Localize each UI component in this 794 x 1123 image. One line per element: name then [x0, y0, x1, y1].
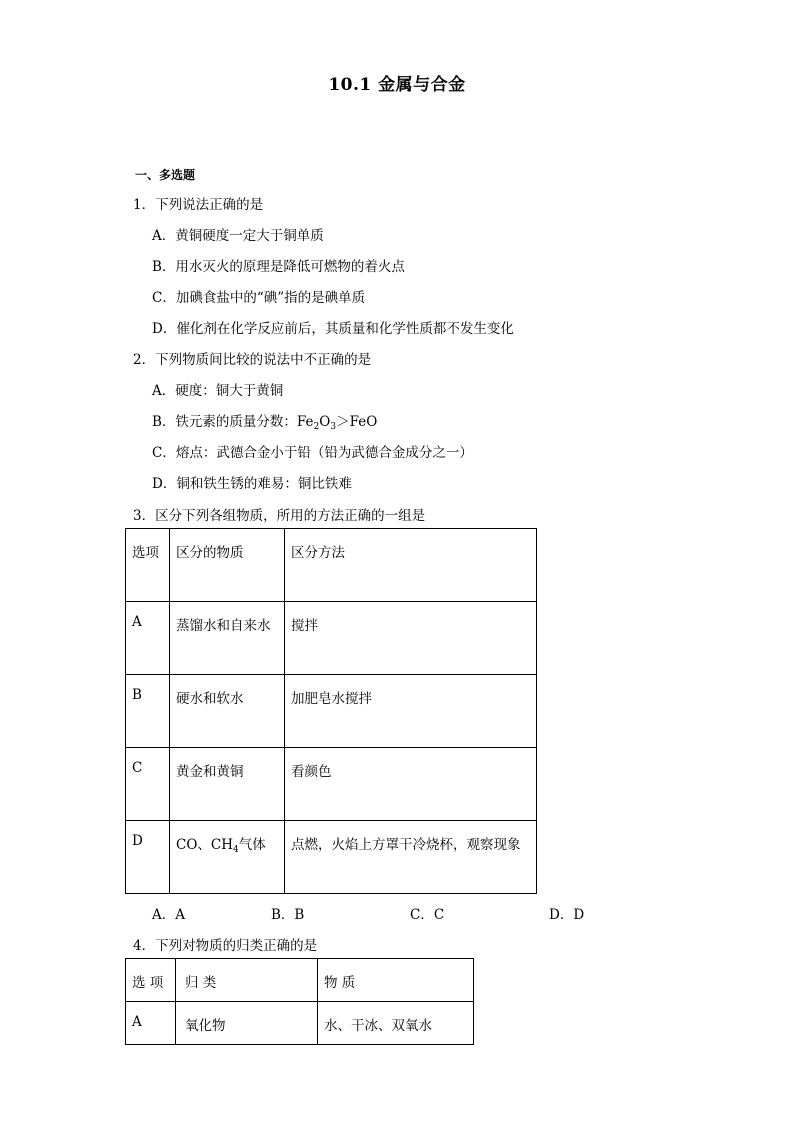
option-b-mid: O [319, 414, 331, 430]
substance-suffix: 气体 [238, 837, 266, 853]
table-cell: C [126, 748, 170, 821]
question-2-option-d: D．铜和铁生锈的难易：铜比铁难 [152, 476, 352, 492]
table-row [126, 1002, 474, 1045]
table-cell: 硬水和软水 [170, 675, 285, 748]
table-cell: 氧化物 [176, 1002, 318, 1045]
question-1-option-c: C．加碘食盐中的“碘”指的是碘单质 [152, 290, 366, 306]
header-cell: 归 类 [176, 959, 318, 1002]
subscript: 3 [330, 422, 337, 432]
question-4-table [125, 958, 474, 1045]
header-cell: 选项 [126, 529, 170, 602]
question-3-answer-c: C．C [410, 907, 445, 923]
question-1-option-a: A．黄铜硬度一定大于铜单质 [152, 228, 324, 244]
question-1-option-b: B．用水灭火的原理是降低可燃物的着火点 [152, 259, 405, 275]
table-cell: 水、干冰、双氧水 [318, 1002, 474, 1045]
question-2-option-a: A．硬度：铜大于黄铜 [152, 383, 284, 399]
question-2-option-c: C．熔点：武德合金小于铅（铅为武德合金成分之一） [152, 445, 473, 461]
header-cell: 选 项 [126, 959, 176, 1002]
table-header-row [126, 959, 474, 1002]
table-cell: 看颜色 [285, 748, 537, 821]
header-cell: 物 质 [318, 959, 474, 1002]
table-row [126, 602, 537, 675]
table-cell: A [126, 1002, 176, 1045]
question-3-answer-b: B．B [271, 907, 305, 923]
table-cell: B [126, 675, 170, 748]
question-3-answer-a: A．A [152, 907, 185, 923]
table-cell: 加肥皂水搅拌 [285, 675, 537, 748]
page-title: 10.1 金属与合金 [328, 75, 466, 95]
subscript: 2 [313, 422, 320, 432]
table-cell: 搅拌 [285, 602, 537, 675]
option-b-suffix: ＞FeO [336, 414, 378, 430]
header-cell: 区分的物质 [170, 529, 285, 602]
question-3-stem: 3．区分下列各组物质，所用的方法正确的一组是 [133, 508, 426, 524]
table-row [126, 748, 537, 821]
header-cell: 区分方法 [285, 529, 537, 602]
table-row [126, 821, 537, 894]
section-heading: 一、多选题 [135, 168, 196, 182]
table-header-row [126, 529, 537, 602]
question-3-answer-d: D．D [549, 907, 585, 923]
table-row [126, 675, 537, 748]
question-4-stem: 4．下列对物质的归类正确的是 [133, 938, 318, 954]
table-cell: 蒸馏水和自来水 [170, 602, 285, 675]
table-cell: 点燃，火焰上方罩干冷烧杯，观察现象 [285, 821, 537, 894]
table-cell: D [126, 821, 170, 894]
substance-prefix: CO、CH [176, 837, 233, 853]
question-2-stem: 2．下列物质间比较的说法中不正确的是 [133, 352, 372, 368]
table-cell: 黄金和黄铜 [170, 748, 285, 821]
question-1-option-d: D．催化剂在化学反应前后，其质量和化学性质都不发生变化 [152, 321, 514, 337]
table-cell: A [126, 602, 170, 675]
subscript: 4 [233, 845, 239, 855]
question-2-option-b [152, 410, 377, 430]
table-cell [170, 821, 285, 894]
question-1-stem: 1．下列说法正确的是 [133, 197, 264, 213]
option-b-prefix: B．铁元素的质量分数：Fe [152, 414, 314, 430]
question-3-table [125, 528, 537, 894]
